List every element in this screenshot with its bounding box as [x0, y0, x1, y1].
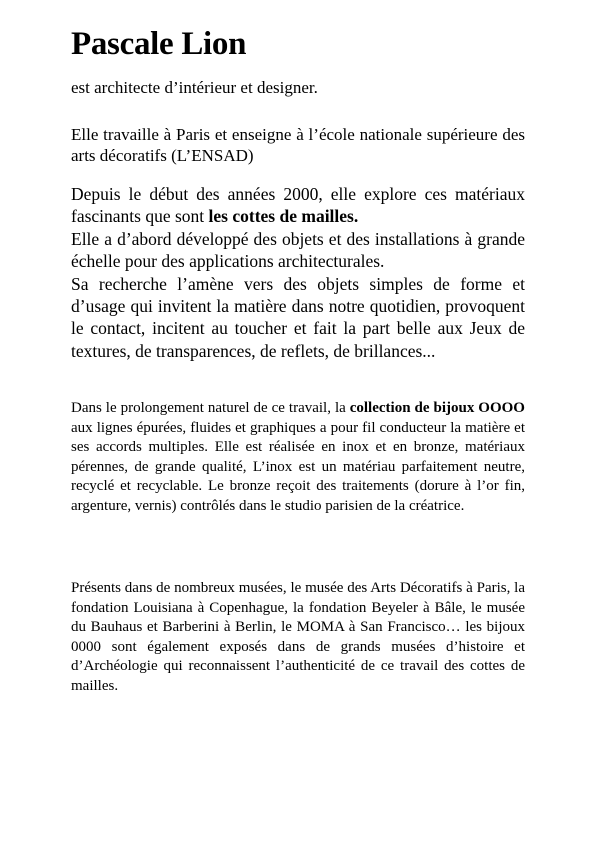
explore-bold-text: les cottes de mailles.: [208, 206, 359, 227]
explore-paragraph: [71, 183, 525, 362]
museums-paragraph: Présents dans de nombreux musées, le musée des Arts Décoratifs à Paris, la fondation Louisiana à Copenhague, la fondation Beyeler à Bâle, le musée du Bauhaus et Barberini à Berlin, le MOMA à San Francisco… les bijoux 0000 sont également exposés dans de grands musées d’histoire et d’Archéologie qui reconnaissent l’authenticité de ce travail des cottes de mailles.: [71, 580, 525, 694]
collection-text-before: Dans le prolongement naturel de ce travail, la: [71, 400, 350, 416]
explore-text: Depuis le début des années 2000, elle explore ces matériaux fascinants que sont: [71, 184, 525, 227]
explore-line-1: [71, 183, 525, 228]
work-paragraph: Elle travaille à Paris et enseigne à l’école nationale supérieure des arts décoratifs (L’ENSAD): [71, 125, 525, 165]
intro-text: est architecte d’intérieur et designer.: [71, 78, 318, 97]
collection-bold-text: collection de bijoux OOOO: [349, 400, 525, 416]
collection-paragraph: [71, 399, 525, 516]
explore-line-2: Elle a d’abord développé des objets et des installations à grande échelle pour des applications architecturales.: [71, 228, 525, 272]
collection-text-after: aux lignes épurées, fluides et graphiques a pour fil conducteur la matière et ses accords multiples. Elle est réalisée en inox et en bronze, matériaux pérennes, de grande qualité, L’inox est un matériau parfaitement neutre, recyclé et recyclable. Le bronze reçoit des traitements (dorure à l’or fin, argenture, vernis) contrôlés dans le studio parisien de la créatrice.: [71, 419, 525, 514]
page-title: Pascale Lion: [71, 26, 247, 62]
explore-line-3: Sa recherche l’amène vers des objets simples de forme et d’usage qui invitent la matière dans notre quotidien, provoquent le contact, incitent au toucher et fait la part belle aux Jeux de textures, de transparences, de reflets, de brillances...: [71, 273, 525, 361]
